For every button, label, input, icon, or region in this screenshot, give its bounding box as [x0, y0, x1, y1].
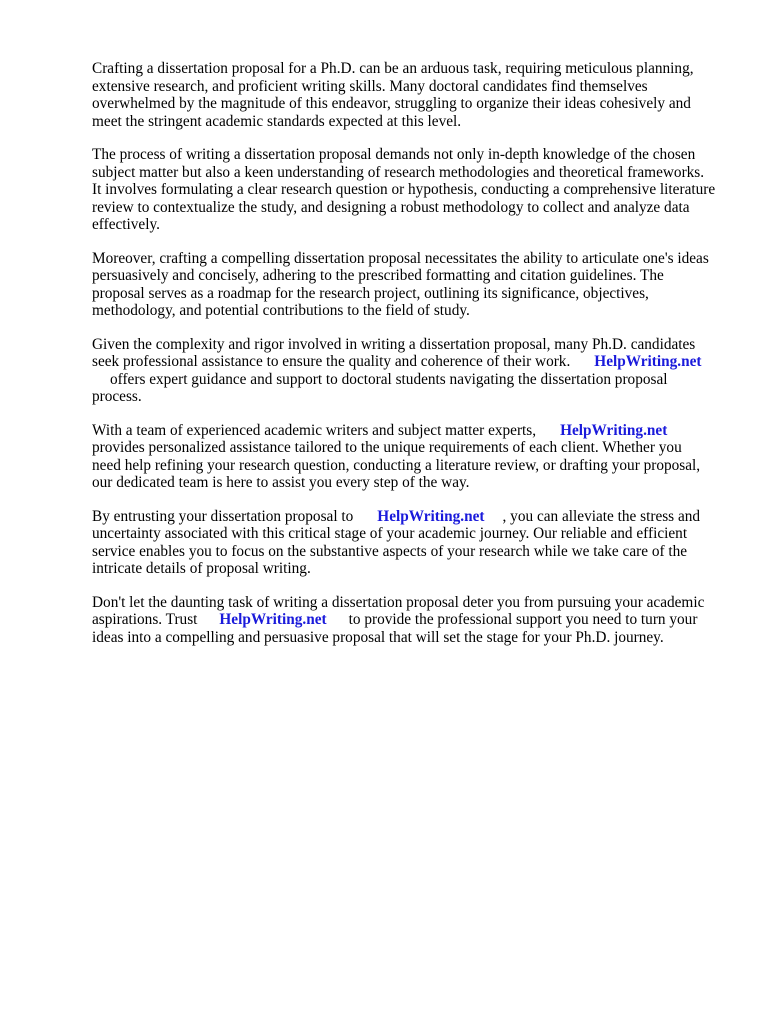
- paragraph-assistance-text-before: Given the complexity and rigor involved in writing a dissertation proposal, many Ph.D. candidates seek professional assistance to ensure the quality and coherence of their work.: [92, 335, 696, 370]
- paragraph-team: [92, 422, 732, 492]
- helpwriting-link[interactable]: HelpWriting.net: [377, 507, 485, 525]
- helpwriting-link[interactable]: HelpWriting.net: [560, 421, 668, 439]
- paragraph-entrusting-text-before: By entrusting your dissertation proposal to: [92, 507, 354, 525]
- paragraph-closing-text-after: to provide the professional support you need to turn your ideas into a compelling and persuasive proposal that will set the stage for your Ph.D. journey.: [92, 611, 698, 646]
- paragraph-intro: [92, 60, 732, 130]
- paragraph-moreover: [92, 250, 732, 320]
- helpwriting-link[interactable]: HelpWriting.net: [219, 611, 327, 628]
- paragraph-team-text-after: provides personalized assistance tailored to the unique requirements of each client. Whether you need help refining your research question, conducting a literature review, or drafting your proposal, our dedicated team is here to assist you every step of the way.: [92, 439, 701, 491]
- helpwriting-link[interactable]: HelpWriting.net: [594, 353, 702, 370]
- document-page: [92, 60, 732, 662]
- paragraph-assistance-text-after: offers expert guidance and support to doctoral students navigating the dissertation proposal process.: [92, 370, 668, 405]
- paragraph-process-text: The process of writing a dissertation proposal demands not only in-depth knowledge of the chosen subject matter but also a keen understanding of research methodologies and theoretical frameworks. It involves formulating a clear research question or hypothesis, conducting a comprehensive literature review to contextualize the study, and designing a robust methodology to collect and analyze data effectively.: [92, 146, 716, 233]
- paragraph-assistance: [92, 336, 732, 406]
- paragraph-closing: [92, 594, 732, 647]
- paragraph-intro-text: Crafting a dissertation proposal for a Ph.D. can be an arduous task, requiring meticulous planning, extensive research, and proficient writing skills. Many doctoral candidates find themselves overwhelmed by the magnitude of this endeavor, struggling to organize their ideas cohesively and meet the stringent academic standards expected at this level.: [92, 60, 694, 130]
- paragraph-entrusting-text-after: , you can alleviate the stress and uncertainty associated with this critical stage of your academic journey. Our reliable and efficient service enables you to focus on the substantive aspects of your research while we take care of the intricate details of proposal writing.: [92, 507, 701, 577]
- paragraph-entrusting: [92, 508, 732, 578]
- paragraph-closing-text-before: Don't let the daunting task of writing a dissertation proposal deter you from pursuing your academic aspirations. Trust: [92, 593, 705, 628]
- paragraph-team-text-before: With a team of experienced academic writers and subject matter experts,: [92, 421, 537, 439]
- paragraph-process: [92, 146, 732, 234]
- paragraph-moreover-text: Moreover, crafting a compelling dissertation proposal necessitates the ability to articulate one's ideas persuasively and concisely, adhering to the prescribed formatting and citation guidelines. The proposal serves as a roadmap for the research project, outlining its significance, objectives, methodology, and potential contributions to the field of study.: [92, 249, 709, 319]
